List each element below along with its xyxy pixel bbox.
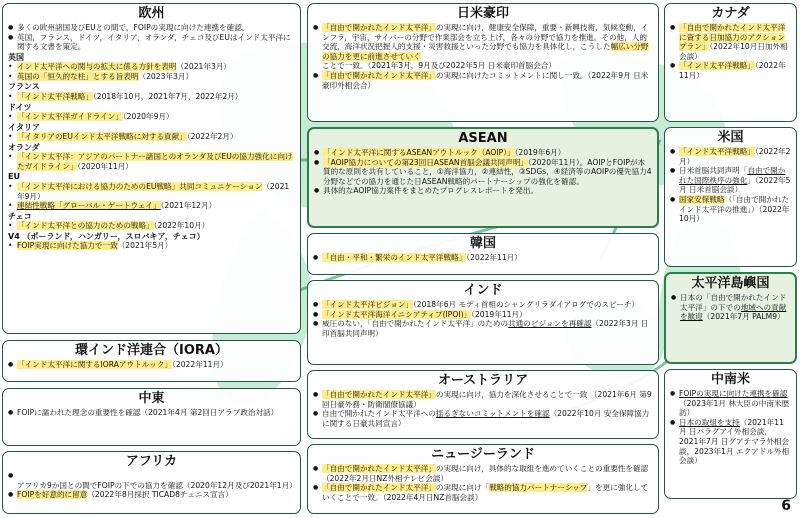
canada-item-2: ● 「インド太平洋戦略」（2022年11月） [670,61,791,80]
eu-item-2: • 連結性戦略「グローバル・ゲートウェイ」（2021年12月） [8,201,295,211]
korea-panel [307,233,659,275]
uk-item-1: • インド太平洋への関与の拡大に係る方針を表明（2021年3月） [8,62,295,72]
france-label: フランス [8,82,40,92]
usa-item-2: ● 日米首脳共同声明「自由で開かれた国際秩序の強化」（2022年5月 日米首脳会談） [670,166,791,195]
canada-item-1: ● 「自由で開かれたインド太平洋に資する日加協力のアクションプラン」（2022年10月日加外相会談） [670,23,791,61]
czech-item-1: • 「インド太平洋との協力のための戦略」（2022年10月） [8,221,295,231]
india-item-1: ● 「インド太平洋ビジョン」（2018年6月 モディ首相のシャングリラダイアログでのスピーチ） [313,300,653,310]
iora-panel [2,340,301,382]
italy-item-1: • 「イタリアのEUインド太平洋戦略に対する貢献」（2022年2月） [8,132,295,142]
usa-item-1: ● 「インド太平洋戦略」（2022年2月） [670,147,791,166]
latin-america-item-2: ● 日本の取組を支持（2021年11月 日パラグアイ外相会談，2021年7月 日グアテマラ外相会談，2023年1月 エクアドル外相会談） [670,418,791,466]
new-zealand-title: ニュージーランド [431,447,535,462]
korea-item-1: ● 「自由・平和・繁栄のインド太平洋戦略」（2022年11月） [313,253,653,263]
usa-title: 米国 [717,130,744,145]
asean-item-1: ● 「インド太平洋に関するASEANアウトルック（AOIP）」（2019年6月） [314,148,652,158]
europe-panel [2,3,301,334]
france-item-1: • 「インド太平洋戦略」（2018年10月，2021年7月，2022年2月） [8,92,295,102]
quad-item-1: ● 「自由で開かれたインド太平洋」の実現に向け，健康安全保障，重要・新興技術，気候変動，インフラ，宇宙，サイバーの分野で作業部会を立ち上げ，各々の分野で協力を推進。その他，人的交流，海洋状況把握人的支援・災害救援といった分野でも協力を具体化し，こうした幅広い分野の協力を更に前進させていくことで一致。（2021年3月，9月及び2022年5月 日米豪印首脳会合） [313,23,653,71]
asean-item-3: ● 具体的なAOIP協力案件をまとめたプログレスレポートを発出。 [314,186,652,196]
europe-intro-2: ● 英国，フランス，ドイツ，イタリア，オランダ，チェコ及びEUはインド太平洋に関する文書を策定。 [8,33,295,52]
canada-panel [664,3,797,122]
czech-label: チェコ [8,211,32,221]
iora-title: 環インド洋連合（IORA） [75,343,228,358]
quad-title: 日米豪印 [456,6,509,21]
middle-east-title: 中東 [138,391,165,406]
korea-title: 韓国 [469,236,496,251]
latin-america-panel [664,369,797,499]
quad-panel [307,3,659,122]
latin-america-title: 中南米 [710,372,750,387]
netherlands-item-1: • 「インド太平洋：アジアのパートナー諸国とのオランダ及びEUの協力強化に向けたガイドライン」（2020年11月） [8,152,295,171]
v4-label: V4 （ポーランド，ハンガリー，スロバキア，チェコ） [8,231,205,241]
usa-panel [664,127,797,267]
europe-intro-1: ● 多くの欧州諸国及びEUとの間で，FOIPの実現に向けた連携を確認。 [8,23,295,33]
india-item-3: ● 威圧のない，「自由で開かれたインド太平洋」のための共通のビジョンを再確認（2022年3月 日印首脳共同声明） [313,319,653,338]
quad-item-2: ● 「自由で開かれたインド太平洋」の実現に向けたコミットメントに関し一致。（2022年9月 日米豪印外相会合） [313,71,653,90]
new-zealand-item-2: ● 「自由で開かれたインド太平洋」の実現に向け「戦略的協力パートナーシップ」を更に強化していくことで一致。（2022年4月日NZ首脳会談） [313,483,653,502]
middle-east-panel [2,388,301,446]
india-panel [307,280,659,365]
italy-label: イタリア [8,122,40,132]
africa-item-2: ● FOIPを好意的に留意（2022年8月採択 TICAD8チュニス宣言） [8,490,295,500]
germany-item-1: • 「インド太平洋ガイドライン」（2020年9月） [8,112,295,122]
canada-title: カナダ [711,6,750,21]
eu-item-1: • 「インド太平洋における協力のためのEU戦略」共同コミュニケーション（2021年9月） [8,182,295,201]
australia-panel [307,370,659,439]
pacific-islands-title: 太平洋島嶼国 [691,276,770,291]
australia-item-1: ● 「自由で開かれたインド太平洋」の実現に向け，協力を深化させることで一致 （2021年6月 第9回日豪外務・防衛閣僚協議） [313,390,653,409]
asean-panel [307,127,659,228]
new-zealand-item-1: ● 「自由で開かれたインド太平洋」の実現に向け，具体的な取組を進めていくことの重要性を確認（2022年2月日NZ外相テレビ会談） [313,464,653,483]
germany-label: ドイツ [8,102,32,112]
v4-item-1: • FOIP実現に向けた協力で一致（2021年5月） [8,241,295,251]
australia-title: オーストラリア [437,373,529,388]
india-item-2: ● 「インド太平洋海洋イニシアティブ(IPOI)」（2019年11月） [313,310,653,320]
usa-item-3: ● 国家安保戦略（「自由で開かれたインド太平洋の推進」）（2022年10月） [670,195,791,224]
latin-america-item-1: ● FOIPの実現に向けた連携を確認（2023年1月 林大臣の中南米歴訪） [670,389,791,418]
africa-title: アフリカ [125,454,178,469]
pacific-islands-item-1: ● 日本の「自由で開かれたインド太平洋」の下での地域への貢献を歓迎（2021年7月 PALM9） [671,293,790,322]
page-number: 6 [781,498,791,514]
uk-label: 英国 [8,52,24,62]
india-title: インド [463,283,503,298]
netherlands-label: オランダ [8,142,40,152]
pacific-islands-panel [664,272,797,364]
africa-panel [2,451,301,514]
europe-title: 欧州 [138,6,165,21]
iora-item-1: ● 「インド太平洋に関するIORAアウトルック」（2022年11月） [8,360,295,370]
asean-item-2: ● 「AOIP協力についての第23回日ASEAN首脳会議共同声明」（2020年11月）。AOIPとFOIPが本質的な原則を共有していること，①海洋協力，②連結性，③SDGs，④経済等のAOIPの優先協力4分野などでの協力を通じた日ASEAN戦略的パートナーシップの強化を確認。 [314,158,652,187]
australia-item-2: ● 自由で開かれたインド太平洋への揺るぎないコミットメントを確認（2022年10月 安全保障協力に関する日豪共同宣言） [313,409,653,428]
asean-title: ASEAN [458,131,508,146]
uk-item-2: • 英国の「恒久的な柱」とする旨表明（2023年3月） [8,72,295,82]
eu-label: EU [8,172,20,182]
africa-item-1: ● アフリカ9か国との間でFOIPの下での協力を確認（2020年12月及び2021年1月） [8,471,295,490]
new-zealand-panel [307,444,659,514]
middle-east-item-1: ● FOIPに謳われた理念の重要性を確認（2021年4月 第2回日アラブ政治対話） [8,408,295,418]
